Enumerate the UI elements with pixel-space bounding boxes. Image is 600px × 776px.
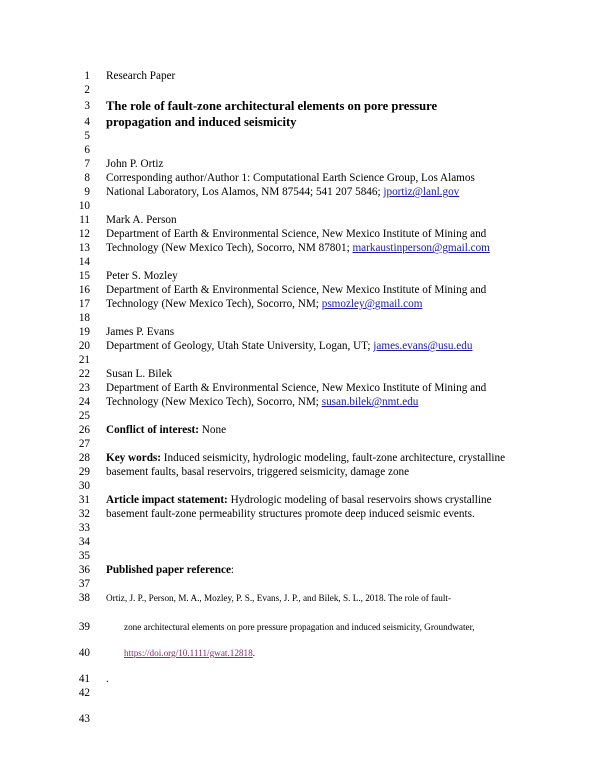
line — [0, 549, 600, 563]
line — [0, 69, 600, 83]
line-number: 17 — [78, 298, 90, 310]
article-type: Research Paper — [106, 70, 176, 82]
line — [0, 171, 600, 185]
impact-label: Article impact statement: — [106, 494, 228, 506]
line-number: 11 — [79, 214, 90, 226]
line-number: 27 — [78, 438, 90, 450]
line — [0, 672, 600, 686]
affiliation — [106, 241, 490, 255]
line-number: 35 — [78, 550, 90, 562]
line — [0, 115, 600, 129]
line — [0, 451, 600, 465]
keywords-label: Key words: — [106, 452, 161, 464]
email-link[interactable]: psmozley@gmail.com — [321, 298, 423, 310]
line — [0, 185, 600, 199]
line — [0, 297, 600, 311]
line-number: 43 — [78, 713, 90, 725]
line-number: 15 — [78, 270, 90, 282]
keywords-text: Induced seismicity, hydrologic modeling, fault-zone architecture, crystalline — [161, 452, 506, 464]
email-link[interactable]: james.evans@usu.edu — [373, 340, 473, 352]
line-number: 41 — [78, 673, 90, 685]
affiliation — [106, 339, 472, 353]
line — [0, 325, 600, 339]
line — [0, 353, 600, 367]
impact-text: basement fault-zone permeability structures promote deep induced seismic events. — [106, 508, 475, 520]
line-number: 3 — [84, 100, 90, 112]
line-number: 36 — [78, 564, 90, 576]
line — [0, 241, 600, 255]
line — [0, 339, 600, 353]
line — [0, 686, 600, 700]
line-number: 26 — [78, 424, 90, 436]
line — [0, 213, 600, 227]
line-number: 12 — [78, 228, 90, 240]
line-number: 2 — [84, 84, 90, 96]
affiliation-text: Department of Geology, Utah State University, Logan, UT; — [106, 340, 374, 352]
trailing-period: . — [106, 673, 109, 685]
line-number: 1 — [84, 70, 90, 82]
affiliation — [106, 185, 459, 199]
line-number: 24 — [78, 396, 90, 408]
line-number: 9 — [84, 186, 90, 198]
line-number: 5 — [84, 130, 90, 142]
line — [0, 521, 600, 535]
affiliation: Department of Earth & Environmental Science, New Mexico Institute of Mining and — [106, 228, 487, 240]
line — [0, 255, 600, 269]
author-name: James P. Evans — [106, 326, 175, 338]
email-link[interactable]: susan.bilek@nmt.edu — [321, 396, 419, 408]
line-number: 31 — [78, 494, 90, 506]
line-number: 39 — [78, 621, 90, 633]
line — [0, 535, 600, 549]
conflict-label: Conflict of interest: — [106, 424, 199, 436]
line — [0, 157, 600, 171]
line-number: 33 — [78, 522, 90, 534]
affiliation-text: Technology (New Mexico Tech), Socorro, NM; — [106, 298, 322, 310]
line-number: 13 — [78, 242, 90, 254]
line — [0, 712, 600, 726]
line-number: 16 — [78, 284, 90, 296]
line-number: 32 — [78, 508, 90, 520]
conflict-of-interest — [106, 423, 226, 437]
doi-link[interactable]: https://doi.org/10.1111/gwat.12818 — [124, 648, 253, 658]
line — [0, 437, 600, 451]
line-number: 10 — [78, 200, 90, 212]
author-name: Peter S. Mozley — [106, 270, 178, 282]
line — [0, 83, 600, 97]
line — [0, 479, 600, 493]
line — [0, 493, 600, 507]
line — [0, 227, 600, 241]
email-link[interactable]: jportiz@lanl.gov — [383, 186, 460, 198]
line — [0, 423, 600, 437]
keywords-text: basement faults, basal reservoirs, triggered seismicity, damage zone — [106, 466, 410, 478]
line-number: 29 — [78, 466, 90, 478]
affiliation-text: Technology (New Mexico Tech), Socorro, NM; — [106, 396, 322, 408]
affiliation: Department of Earth & Environmental Science, New Mexico Institute of Mining and — [106, 284, 487, 296]
impact-statement — [106, 493, 492, 507]
affiliation: Department of Earth & Environmental Science, New Mexico Institute of Mining and — [106, 382, 487, 394]
line — [0, 99, 600, 113]
line — [0, 269, 600, 283]
published-reference-heading — [106, 563, 234, 577]
published-reference-label: Published paper reference — [106, 564, 231, 576]
author-name: Susan L. Bilek — [106, 368, 173, 380]
line-number: 21 — [78, 354, 90, 366]
author-name: John P. Ortiz — [106, 158, 164, 170]
line-number: 14 — [78, 256, 90, 268]
line — [0, 367, 600, 381]
line-number: 19 — [78, 326, 90, 338]
keywords — [106, 451, 505, 465]
author-name: Mark A. Person — [106, 214, 177, 226]
line-number: 8 — [84, 172, 90, 184]
line-number: 42 — [78, 687, 90, 699]
line — [0, 395, 600, 409]
affiliation: Corresponding author/Author 1: Computational Earth Science Group, Los Alamos — [106, 172, 475, 184]
line-number: 22 — [78, 368, 90, 380]
line — [0, 199, 600, 213]
line-number: 28 — [78, 452, 90, 464]
line-number: 6 — [84, 144, 90, 156]
line-number: 18 — [78, 312, 90, 324]
line-number: 30 — [78, 480, 90, 492]
citation-doi — [124, 646, 255, 660]
published-reference-colon: : — [230, 564, 235, 576]
line — [0, 577, 600, 591]
line-number: 40 — [78, 647, 90, 659]
line-number: 20 — [78, 340, 90, 352]
conflict-value: None — [199, 424, 227, 436]
line — [0, 129, 600, 143]
line — [0, 283, 600, 297]
line — [0, 591, 600, 605]
affiliation-text: Technology (New Mexico Tech), Socorro, NM 87801; — [106, 242, 353, 254]
line-number: 37 — [78, 578, 90, 590]
line — [0, 409, 600, 423]
line-number: 7 — [84, 158, 90, 170]
affiliation — [106, 297, 422, 311]
line-number: 25 — [78, 410, 90, 422]
email-link[interactable]: markaustinperson@gmail.com — [352, 242, 490, 254]
line — [0, 620, 600, 634]
line-number: 34 — [78, 536, 90, 548]
citation-period: . — [252, 648, 256, 658]
paper-title: The role of fault-zone architectural elements on pore pressure — [106, 99, 438, 113]
line — [0, 143, 600, 157]
impact-text: Hydrologic modeling of basal reservoirs shows crystalline — [227, 494, 492, 506]
citation-text: zone architectural elements on pore pressure propagation and induced seismicity, Groundwater, — [124, 622, 475, 632]
affiliation — [106, 395, 418, 409]
line-number: 4 — [84, 116, 90, 128]
paper-title: propagation and induced seismicity — [106, 115, 297, 129]
line — [0, 563, 600, 577]
line-number: 38 — [78, 592, 90, 604]
line — [0, 381, 600, 395]
line — [0, 465, 600, 479]
citation-text: Ortiz, J. P., Person, M. A., Mozley, P. S., Evans, J. P., and Bilek, S. L., 2018. The role of fault- — [106, 593, 452, 603]
line-number: 23 — [78, 382, 90, 394]
line — [0, 646, 600, 660]
affiliation-text: National Laboratory, Los Alamos, NM 87544; 541 207 5846; — [106, 186, 384, 198]
line — [0, 311, 600, 325]
line — [0, 507, 600, 521]
